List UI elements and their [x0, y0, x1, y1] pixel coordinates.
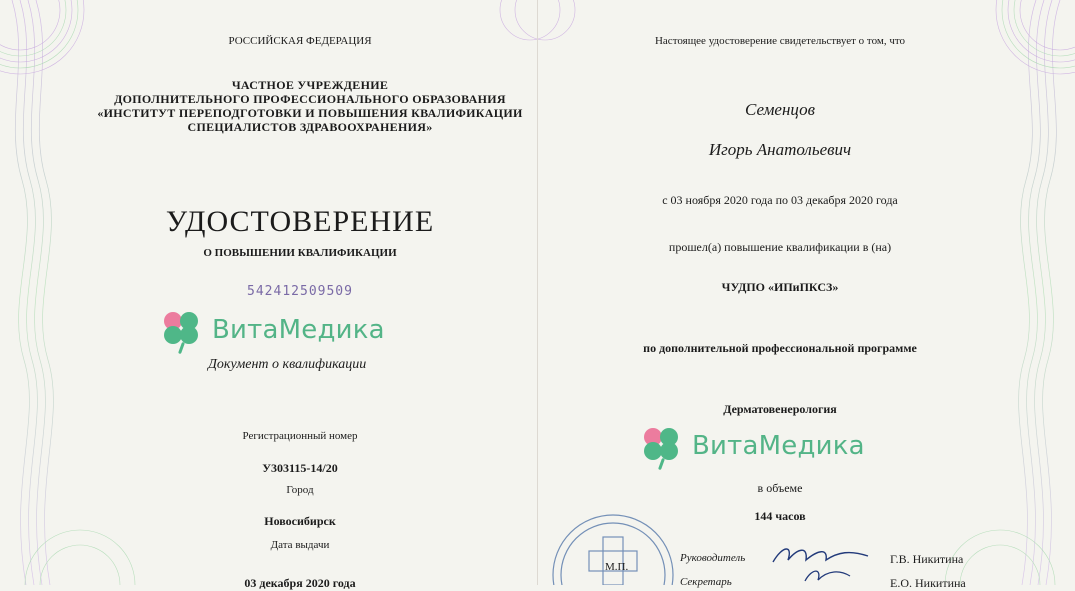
holder-surname: Семенцов [745, 100, 815, 119]
org-line-3: «ИНСТИТУТ ПЕРЕПОДГОТОВКИ И ПОВЫШЕНИЯ КВАЛИФИКАЦИИ [97, 106, 523, 120]
stamp-label: М.П. [605, 561, 629, 573]
training-period: с 03 ноября 2020 года по 03 декабря 2020 года [662, 193, 898, 207]
city-value: Новосибирск [264, 514, 336, 528]
program-label: по дополнительной профессиональной программе [643, 341, 917, 355]
volume-label: в объеме [757, 481, 803, 495]
org-line-1: ЧАСТНОЕ УЧРЕЖДЕНИЕ [231, 78, 389, 92]
org-line-4: СПЕЦИАЛИСТОВ ЗДРАВООХРАНЕНИЯ» [187, 120, 433, 134]
clover-icon [160, 308, 204, 352]
brand-name: ВитаМедика [212, 315, 385, 345]
completion-text: прошел(а) повышение квалификации в (на) [668, 240, 892, 254]
registration-number: У303115-14/20 [262, 461, 338, 475]
head-label: Руководитель [680, 552, 746, 564]
secretary-signature [800, 566, 860, 585]
org-line-2: ДОПОЛНИТЕЛЬНОГО ПРОФЕССИОНАЛЬНОГО ОБРАЗОВАНИЯ [114, 92, 506, 106]
hours-value: 144 часов [754, 509, 806, 523]
document-subtitle: О ПОВЫШЕНИИ КВАЛИФИКАЦИИ [203, 247, 397, 259]
issue-date-label: Дата выдачи [270, 539, 330, 551]
head-name: Г.В. Никитина [890, 552, 964, 566]
brand-watermark-right [640, 424, 865, 468]
program-name: Дерматовенерология [723, 402, 837, 416]
serial-number: 542412509509 [247, 284, 353, 299]
document-title: УДОСТОВЕРЕНИЕ [165, 205, 435, 238]
city-label: Город [286, 484, 314, 496]
country-label: РОССИЙСКАЯ ФЕДЕРАЦИЯ [228, 35, 372, 47]
registration-label: Регистрационный номер [242, 430, 358, 442]
institution-name: ЧУДПО «ИПиПКСЗ» [721, 280, 839, 294]
document-kind: Документ о квалификации [208, 357, 367, 372]
brand-name: ВитаМедика [692, 431, 865, 461]
issue-date: 03 декабря 2020 года [244, 576, 356, 590]
holder-name: Игорь Анатольевич [708, 140, 852, 159]
brand-watermark-left [160, 308, 385, 352]
organization-name [70, 78, 550, 134]
clover-icon [640, 424, 684, 468]
intro-text: Настоящее удостоверение свидетельствует о том, что [654, 35, 906, 47]
secretary-name: Е.О. Никитина [890, 576, 966, 590]
secretary-label: Секретарь [680, 576, 732, 588]
